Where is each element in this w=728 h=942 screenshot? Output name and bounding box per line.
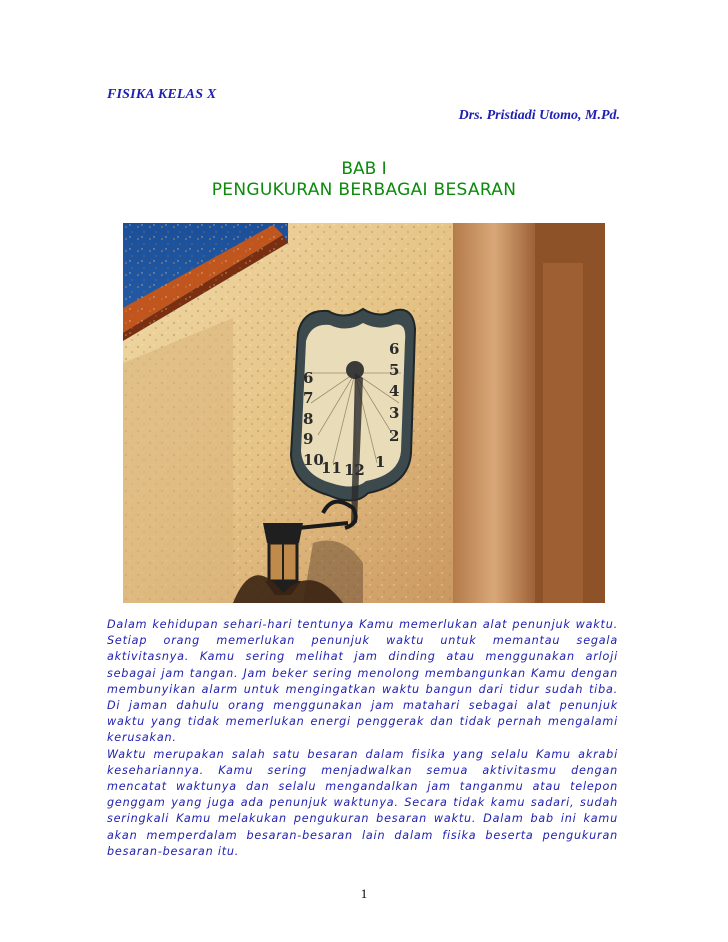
page-number: 1: [360, 886, 368, 901]
numeral-12: 12: [344, 461, 365, 479]
numeral-1: 1: [375, 453, 386, 471]
numeral-9: 9: [303, 430, 314, 448]
course-header: FISIKA KELAS X: [107, 87, 217, 102]
author-header: Drs. Pristiadi Utomo, M.Pd.: [458, 108, 620, 123]
paragraph-1: Dalam kehidupan sehari-hari tentunya Kamu memerlukan alat penunjuk waktu. Setiap orang memerlukan penunjuk waktu untuk memantau segala aktivitasnya. Kamu sering melihat jam dinding atau menggunakan arloji sebagai jam tangan. Jam beker sering menolong membangunkan Kamu dengan membunyikan alarm untuk mengingatkan waktu bangun dari tidur sudah tiba. Di jaman dahulu orang menggunakan jam matahari sebagai alat penunjuk waktu yang tidak memerlukan energi penggerak dan tidak pernah mengalami kerusakan.: [107, 618, 618, 745]
numeral-6-right: 6: [389, 340, 400, 358]
numeral-10: 10: [303, 451, 324, 469]
body-text: [107, 617, 618, 860]
numeral-6-left: 6: [303, 369, 314, 387]
numeral-2: 2: [389, 427, 400, 445]
numeral-5: 5: [389, 361, 400, 379]
numeral-4: 4: [389, 382, 400, 400]
numeral-3: 3: [389, 404, 400, 422]
sundial-photo: [123, 223, 605, 603]
numeral-8: 8: [303, 410, 314, 428]
numeral-7: 7: [303, 389, 314, 407]
chapter-title: PENGUKURAN BERBAGAI BESARAN: [211, 180, 517, 200]
numeral-11: 11: [321, 459, 342, 477]
chapter-number: BAB I: [341, 159, 387, 179]
paragraph-2: Waktu merupakan salah satu besaran dalam fisika yang selalu Kamu akrabi kesehariannya. Kamu sering menjadwalkan semua aktivitasmu dengan mencatat waktunya dan selalu mengandalkan jam tanganmu atau telepon genggam yang juga ada penunjuk waktunya. Secara tidak kamu sadari, sudah seringkali Kamu melakukan pengukuran besaran waktu. Dalam bab ini kamu akan memperdalam besaran-besaran lain dalam fisika beserta pengukuran besaran-besaran itu.: [107, 747, 618, 858]
